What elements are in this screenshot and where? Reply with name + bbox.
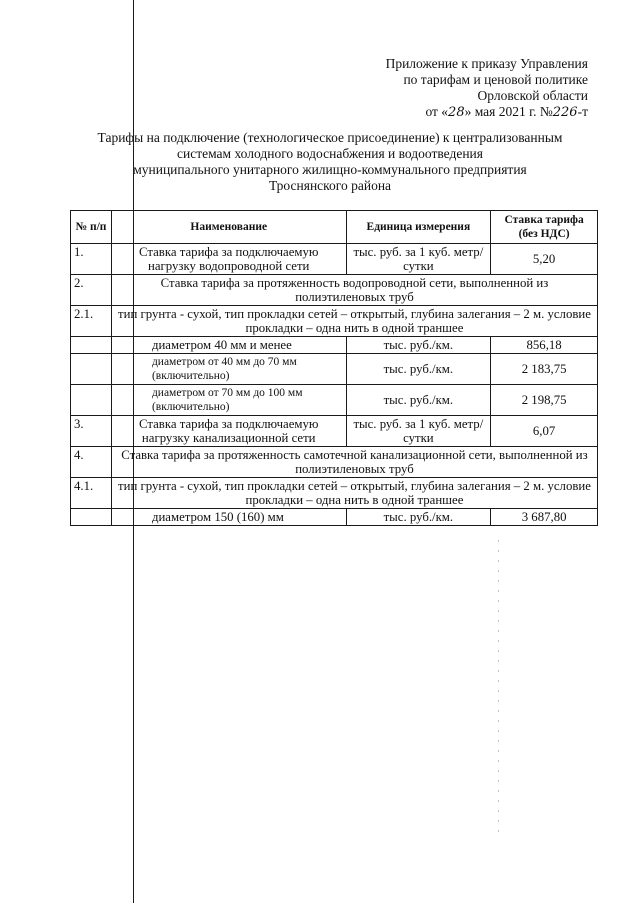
row-unit: тыс. руб. за 1 куб. метр/сутки <box>346 416 491 447</box>
appendix-line-1: Приложение к приказу Управления <box>385 56 588 71</box>
row-name: тип грунта - сухой, тип прокладки сетей – открытый, глубина залегания – 2 м. условие прокладки – одна нить в одной траншее <box>111 306 597 337</box>
row-num: 3. <box>71 416 112 447</box>
date-day-handwritten: 28 <box>448 105 465 120</box>
date-suffix: -т <box>577 104 588 119</box>
row-num: 4.1. <box>71 478 112 509</box>
row-rate: 2 198,75 <box>491 385 598 416</box>
scan-dotted-artifact <box>498 540 499 840</box>
row-num: 1. <box>71 244 112 275</box>
appendix-header <box>386 56 588 121</box>
row-unit: тыс. руб./км. <box>346 354 491 385</box>
row-name: Ставка тарифа за протяженность водопроводной сети, выполненной из полиэтиленовых труб <box>111 275 597 306</box>
date-prefix: от « <box>425 104 449 119</box>
header-num: № п/п <box>71 211 112 244</box>
order-number-handwritten: 226 <box>552 105 578 120</box>
row-name: диаметром от 70 мм до 100 мм (включительно) <box>111 385 346 416</box>
row-rate: 6,07 <box>491 416 598 447</box>
date-mid: » мая 2021 г. № <box>464 104 553 119</box>
title-line-3: муниципального унитарного жилищно-коммунального предприятия <box>133 162 527 177</box>
row-num: 2. <box>71 275 112 306</box>
row-name: тип грунта - сухой, тип прокладки сетей – открытый, глубина залегания – 2 м. условие прокладки – одна нить в одной траншее <box>111 478 597 509</box>
row-unit: тыс. руб. за 1 куб. метр/сутки <box>346 244 491 275</box>
row-unit: тыс. руб./км. <box>346 337 491 354</box>
row-name: Ставка тарифа за протяженность самотечной канализационной сети, выполненной из полиэтиленовых труб <box>111 447 597 478</box>
row-name: диаметром 150 (160) мм <box>111 509 346 526</box>
table-row <box>71 275 598 306</box>
table-header-row <box>71 211 598 244</box>
header-unit: Единица измерения <box>346 211 491 244</box>
row-rate: 3 687,80 <box>491 509 598 526</box>
header-rate: Ставка тарифа (без НДС) <box>491 211 598 244</box>
title-line-2: системам холодного водоснабжения и водоотведения <box>176 146 483 161</box>
table-row <box>71 244 598 275</box>
row-name: диаметром 40 мм и менее <box>111 337 346 354</box>
row-rate: 856,18 <box>491 337 598 354</box>
row-name: Ставка тарифа за подключаемую нагрузку канализационной сети <box>111 416 346 447</box>
table-row <box>71 385 598 416</box>
table-row <box>71 478 598 509</box>
row-unit: тыс. руб./км. <box>346 509 491 526</box>
row-num: 4. <box>71 447 112 478</box>
appendix-line-2: по тарифам и ценовой политике <box>403 72 588 87</box>
row-num: 2.1. <box>71 306 112 337</box>
row-rate: 5,20 <box>491 244 598 275</box>
table-row <box>71 416 598 447</box>
header-name: Наименование <box>111 211 346 244</box>
row-name: Ставка тарифа за подключаемую нагрузку водопроводной сети <box>111 244 346 275</box>
table-row <box>71 447 598 478</box>
table-row <box>71 337 598 354</box>
appendix-date-line <box>386 104 588 121</box>
title-line-4: Троснянского района <box>268 178 392 193</box>
tariff-table <box>70 210 598 526</box>
document-title <box>60 130 600 194</box>
table-row <box>71 306 598 337</box>
title-line-1: Тарифы на подключение (технологическое присоединение) к централизованным <box>97 130 563 145</box>
table-row <box>71 354 598 385</box>
appendix-line-3: Орловской области <box>477 88 588 103</box>
row-rate: 2 183,75 <box>491 354 598 385</box>
table-row <box>71 509 598 526</box>
row-name: диаметром от 40 мм до 70 мм (включительно) <box>111 354 346 385</box>
row-unit: тыс. руб./км. <box>346 385 491 416</box>
